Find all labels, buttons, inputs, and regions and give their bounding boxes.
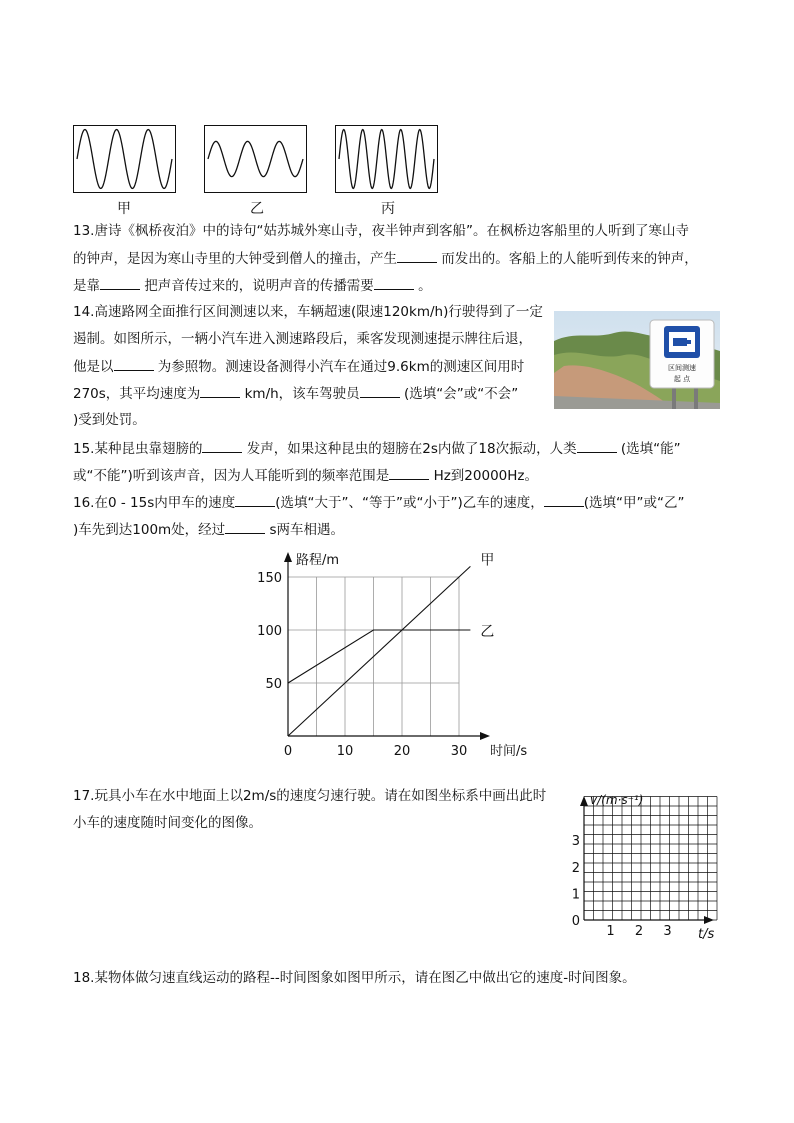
q15-line1: 15.某种昆虫靠翅膀的 发声，如果这种昆虫的翅膀在2s内做了18次振动，人类 (选填“能” [73, 438, 681, 459]
y-tick-label: 50 [265, 677, 282, 692]
q14-line5: )受到处罚。 [73, 412, 146, 428]
q16-blank-1[interactable] [235, 492, 275, 507]
q18-line1: 18.某物体做匀速直线运动的路程--时间图象如图甲所示，请在图乙中做出它的速度-时间图象。 [73, 970, 636, 986]
q15-blank-1[interactable] [202, 438, 242, 453]
q14-blank-1[interactable] [114, 356, 154, 371]
q13-blank-3[interactable] [374, 275, 414, 290]
y-axis-label: v/(m·s⁻¹) [590, 793, 644, 807]
wave-diagram-bing [335, 125, 438, 193]
q13-line2: 的钟声，是因为寒山寺里的大钟受到僧人的撞击，产生 而发出的。客船上的人能听到传来的钟声， [73, 248, 698, 269]
x-tick-label: 30 [450, 744, 468, 759]
y-tick-label: 100 [257, 624, 282, 639]
q13-blank-1[interactable] [397, 248, 437, 263]
sign-text-2: 起 点 [673, 375, 691, 383]
x-axis-label: t/s [698, 927, 715, 942]
wave-diagram-jia [73, 125, 176, 193]
series-label-yi: 乙 [480, 624, 495, 640]
series-line-jia [288, 566, 470, 736]
x-tick-label: 20 [393, 744, 411, 759]
distance-time-chart [250, 548, 550, 760]
q13-blank-2[interactable] [100, 275, 140, 290]
y-axis-arrow [284, 552, 292, 562]
x-tick-label: 0 [283, 744, 293, 759]
wave-diagram-yi [204, 125, 307, 193]
q16-line1: 16.在0 - 15s内甲车的速度 (选填“大于”、“等于”或“小于”)乙车的速度， (选填“甲”或“乙” [73, 492, 684, 513]
y-tick-label: 0 [571, 914, 580, 929]
q17-line2: 小车的速度随时间变化的图像。 [73, 815, 262, 831]
x-axis-label: 时间/s [490, 744, 528, 759]
series-line-yi [288, 630, 470, 683]
q13-line3: 是靠 把声音传过来的，说明声音的传播需要 。 [73, 275, 432, 296]
x-tick-label: 3 [663, 924, 672, 939]
y-tick-label: 150 [257, 571, 282, 586]
wave-label-jia: 甲 [117, 201, 131, 217]
wave-label-bing: 丙 [381, 201, 395, 217]
x-tick-label: 1 [606, 924, 615, 939]
x-axis-arrow [704, 916, 714, 924]
x-tick-label: 2 [634, 924, 644, 939]
x-tick-label: 10 [336, 744, 354, 759]
q16-line2: )车先到达100m处，经过 s两车相遇。 [73, 519, 344, 540]
sign-text-1: 区间测速 [668, 364, 696, 372]
q14-line4: 270s，其平均速度为 km/h，该车驾驶员 (选填“会”或“不会” [73, 383, 518, 404]
q16-blank-2[interactable] [544, 492, 584, 507]
velocity-time-chart [560, 790, 724, 942]
q13-line1: 13.唐诗《枫桥夜泊》中的诗句“姑苏城外寒山寺，夜半钟声到客船”。在枫桥边客船里的人听到了寒山寺 [73, 223, 689, 239]
q14-line2: 遏制。如图所示，一辆小汽车进入测速路段后，乘客发现测速提示牌往后退， [73, 331, 532, 347]
series-label-jia: 甲 [480, 552, 495, 569]
q15-blank-3[interactable] [389, 465, 429, 480]
q14-blank-3[interactable] [360, 383, 400, 398]
q15-blank-2[interactable] [577, 438, 617, 453]
y-tick-label: 1 [571, 887, 580, 903]
speed-zone-photo [554, 311, 720, 409]
q15-line2: 或“不能”)听到该声音，因为人耳能听到的频率范围是 Hz到20000Hz。 [73, 465, 538, 486]
y-tick-label: 3 [571, 834, 580, 850]
q14-line1: 14.高速路网全面推行区间测速以来，车辆超速(限速120km/h)行驶得到了一定 [73, 304, 543, 320]
q16-blank-3[interactable] [225, 519, 265, 534]
q17-line1: 17.玩具小车在水中地面上以2m/s的速度匀速行驶。请在如图坐标系中画出此时 [73, 788, 547, 804]
x-axis-arrow [480, 732, 490, 740]
q14-blank-2[interactable] [200, 383, 240, 398]
q14-line3: 他是以 为参照物。测速设备测得小汽车在通过9.6km的测速区间用时 [73, 356, 524, 377]
y-axis-label: 路程/m [296, 553, 340, 568]
y-axis-arrow [580, 796, 588, 806]
y-tick-label: 2 [571, 860, 580, 876]
wave-label-yi: 乙 [250, 201, 264, 217]
